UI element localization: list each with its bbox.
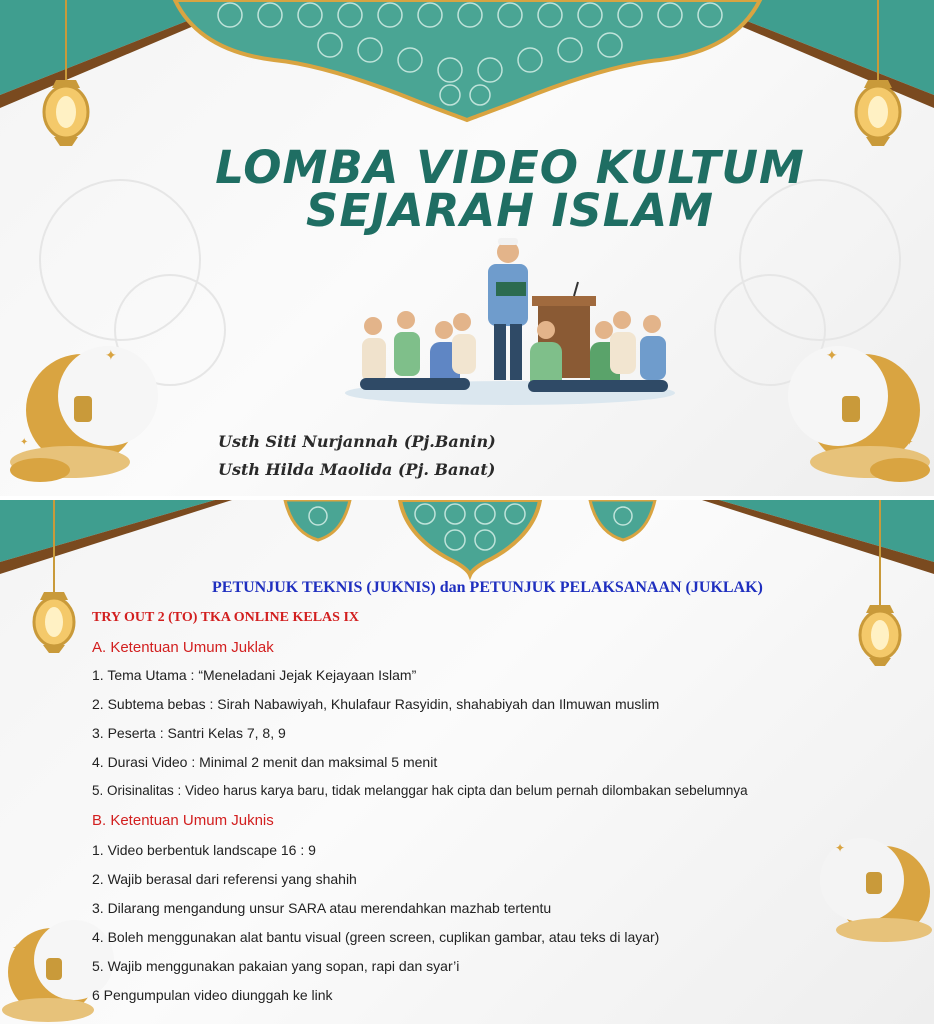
title-line-1: LOMBA VIDEO KULTUM — [215, 141, 805, 194]
svg-text:✦: ✦ — [835, 841, 846, 855]
section-b-item: 3. Dilarang mengandung unsur SARA atau merendahkan mazhab tertentu — [92, 900, 552, 916]
slide-guidelines — [0, 500, 934, 1024]
svg-text:✦: ✦ — [826, 348, 838, 364]
top-ornament-left — [285, 500, 350, 540]
top-ornament-right — [590, 500, 655, 540]
crescent-moon-right-icon — [820, 838, 932, 942]
section-a-item: 2. Subtema bebas : Sirah Nabawiyah, Khulafaur Rasyidin, shahabiyah dan Ilmuwan muslim — [92, 696, 660, 712]
section-b-item: 4. Boleh menggunakan alat bantu visual (green screen, cuplikan gambar, atau teks di layar) — [92, 929, 660, 945]
section-b-item: 1. Video berbentuk landscape 16 : 9 — [92, 842, 316, 858]
section-a-item: 5. Orisinalitas : Video harus karya baru, tidak melanggar hak cipta dan belum pernah dilombakan sebelumnya — [92, 783, 748, 798]
audience-left — [360, 311, 476, 390]
crescent-moon-right-icon — [788, 346, 930, 482]
crescent-moon-left-icon — [10, 346, 158, 482]
top-ornament-center — [400, 500, 540, 575]
section-b-item: 2. Wajib berasal dari referensi yang shahih — [92, 871, 357, 887]
section-a-item: 3. Peserta : Santri Kelas 7, 8, 9 — [92, 725, 286, 741]
section-a-item: 4. Durasi Video : Minimal 2 menit dan maksimal 5 menit — [92, 754, 438, 770]
audience-right — [528, 311, 668, 392]
title-line-2: SEJARAH ISLAM — [306, 184, 714, 237]
top-ornament — [175, 0, 760, 120]
svg-text:✦: ✦ — [20, 437, 29, 448]
section-b-item: 5. Wajib menggunakan pakaian yang sopan, rapi dan syar’i — [92, 958, 460, 974]
svg-text:✦: ✦ — [905, 437, 914, 448]
cover-decoration — [0, 0, 934, 496]
svg-text:✦: ✦ — [105, 348, 117, 364]
section-b-title: B. Ketentuan Umum Juknis — [92, 812, 274, 829]
guidelines-subheading: TRY OUT 2 (TO) TKA ONLINE KELAS IX — [92, 610, 359, 625]
kultum-illustration — [345, 238, 675, 405]
presenter-banat: Usth Hilda Maolida (Pj. Banat) — [218, 460, 496, 479]
section-a-item: 1. Tema Utama : “Meneladani Jejak Kejayaan Islam” — [92, 667, 417, 683]
section-a-title: A. Ketentuan Umum Juklak — [92, 639, 274, 656]
presenter-banin: Usth Siti Nurjannah (Pj.Banin) — [218, 432, 496, 451]
slide-cover — [0, 0, 934, 496]
section-b-item: 6 Pengumpulan video diunggah ke link — [92, 987, 333, 1003]
guidelines-heading: PETUNJUK TEKNIS (JUKNIS) dan PETUNJUK PELAKSANAAN (JUKLAK) — [212, 579, 763, 596]
svg-text:✦: ✦ — [12, 941, 23, 955]
